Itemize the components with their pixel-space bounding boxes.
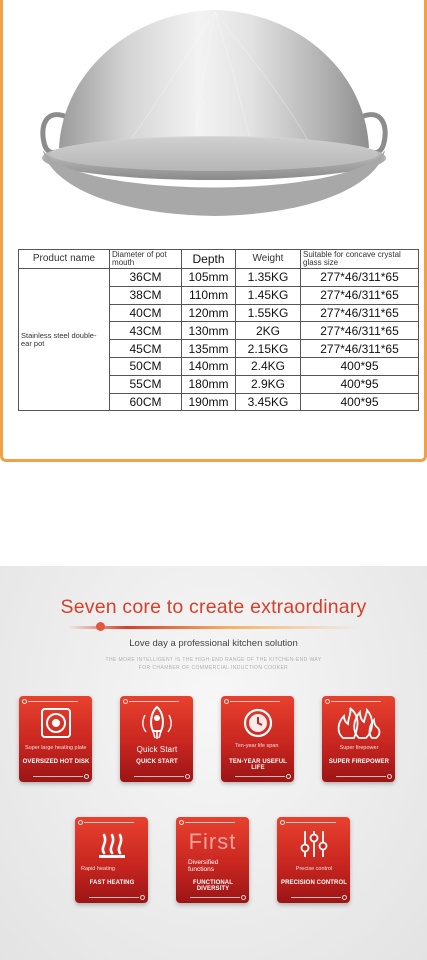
stove-cell: 400*95	[301, 393, 419, 411]
card-label: FUNCTIONAL DIVERSITY	[193, 880, 233, 892]
table-header-row	[19, 250, 419, 269]
feature-card-fast-heating	[75, 817, 148, 903]
spec-table	[18, 249, 419, 411]
card-caption: Precise control	[295, 866, 333, 872]
stove-cell: 277*46/311*65	[301, 286, 419, 304]
divider-dot	[96, 622, 105, 631]
diameter-cell: 43CM	[110, 322, 182, 340]
steam-icon	[75, 825, 148, 863]
weight-cell: 3.45KG	[236, 393, 301, 411]
weight-cell: 2.4KG	[236, 357, 301, 375]
product-name-cell: Stainless steel double-ear pot	[19, 269, 110, 411]
depth-cell: 140mm	[182, 357, 236, 375]
depth-cell: 110mm	[182, 286, 236, 304]
diameter-cell: 55CM	[110, 375, 182, 393]
clock-icon	[221, 704, 294, 742]
card-label: SUPER FIREPOWER	[328, 759, 390, 765]
feature-card-hot-disk	[19, 696, 92, 782]
weight-cell: 2.15KG	[236, 340, 301, 358]
weight-cell: 1.55KG	[236, 304, 301, 322]
diameter-cell: 45CM	[110, 340, 182, 358]
card-label: PRECISION CONTROL	[280, 880, 348, 886]
heating-disk-icon	[19, 704, 92, 742]
depth-cell: 120mm	[182, 304, 236, 322]
features-section	[0, 566, 427, 960]
features-subtitle: Love day a professional kitchen solution	[129, 638, 298, 649]
card-caption: Super firepower	[339, 745, 379, 751]
diameter-cell: 50CM	[110, 357, 182, 375]
card-caption: Super large heating plate	[25, 745, 87, 751]
card-caption: Rapid heating	[81, 866, 115, 872]
stove-cell: 277*46/311*65	[301, 340, 419, 358]
diameter-cell: 38CM	[110, 286, 182, 304]
feature-card-diversity	[176, 817, 249, 903]
feature-card-useful-life	[221, 696, 294, 782]
header-diameter: Diameter of pot mouth	[110, 250, 182, 269]
weight-cell: 2.9KG	[236, 375, 301, 393]
product-panel	[0, 0, 427, 462]
table-row	[19, 269, 419, 287]
rocket-icon	[120, 704, 193, 742]
features-fine-print-1: THE MORE INTELLIGENT IS THE HIGH-END RANGE OF THE KITCHEN-END WAY	[105, 657, 322, 663]
diameter-cell: 40CM	[110, 304, 182, 322]
header-product-name: Product name	[19, 250, 110, 269]
header-depth: Depth	[182, 250, 236, 269]
stove-cell: 277*46/311*65	[301, 269, 419, 287]
card-label: TEN-YEAR USEFUL LIFE	[229, 759, 287, 771]
first-word: First	[188, 829, 237, 854]
card-title: Quick Start	[136, 745, 178, 754]
header-stove-size: Suitable for concave crystal glass size	[301, 250, 419, 269]
depth-cell: 190mm	[182, 393, 236, 411]
wok-illustration	[3, 0, 424, 240]
stove-cell: 400*95	[301, 357, 419, 375]
header-weight: Weight	[236, 250, 301, 269]
title-divider	[68, 626, 360, 629]
depth-cell: 180mm	[182, 375, 236, 393]
card-caption: Diversified functions	[188, 859, 219, 873]
stove-cell: 277*46/311*65	[301, 304, 419, 322]
depth-cell: 105mm	[182, 269, 236, 287]
feature-card-quick-start	[120, 696, 193, 782]
features-fine-print-2: FOR CHAMBER OF COMMERCIAL INDUCTION COOKER	[138, 665, 289, 671]
feature-card-firepower	[322, 696, 395, 782]
stove-cell: 400*95	[301, 375, 419, 393]
sliders-icon	[277, 825, 350, 863]
weight-cell: 1.45KG	[236, 286, 301, 304]
feature-card-precision	[277, 817, 350, 903]
depth-cell: 135mm	[182, 340, 236, 358]
wok-image	[3, 0, 424, 240]
card-label: FAST HEATING	[89, 880, 135, 886]
diameter-cell: 60CM	[110, 393, 182, 411]
depth-cell: 130mm	[182, 322, 236, 340]
card-label: OVERSIZED HOT DISK	[22, 759, 90, 765]
card-label: QUICK START	[136, 759, 178, 765]
weight-cell: 2KG	[236, 322, 301, 340]
stove-cell: 277*46/311*65	[301, 322, 419, 340]
flame-icon	[322, 704, 395, 742]
card-caption: Ten-year life span	[235, 743, 279, 749]
weight-cell: 1.35KG	[236, 269, 301, 287]
diameter-cell: 36CM	[110, 269, 182, 287]
features-title: Seven core to create extraordinary	[60, 596, 367, 618]
first-text-icon	[176, 823, 249, 861]
